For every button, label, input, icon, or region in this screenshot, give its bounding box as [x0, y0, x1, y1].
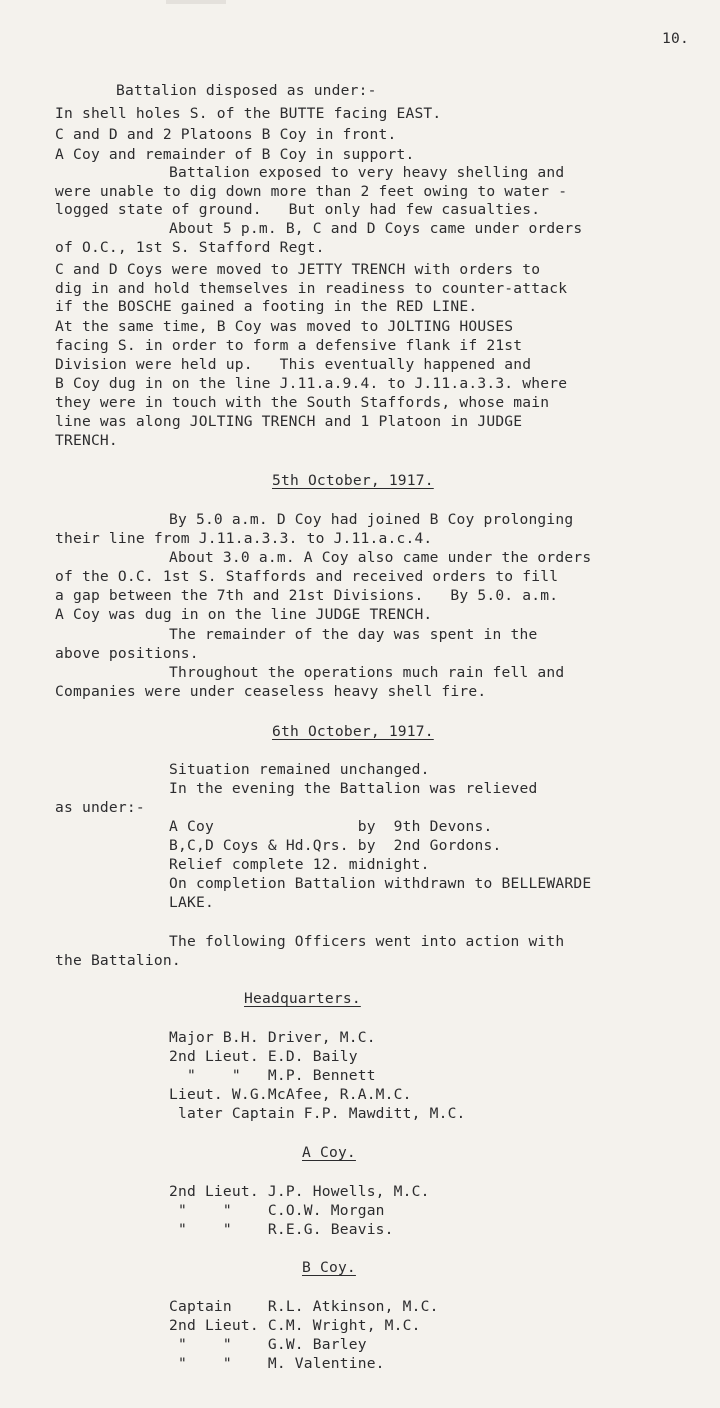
intro-line: if the BOSCHE gained a footing in the RED LINE.: [55, 298, 478, 315]
oct5-line: Throughout the operations much rain fell and: [169, 664, 565, 681]
section-heading-oct5: 5th October, 1917.: [272, 472, 434, 489]
intro-line: In shell holes S. of the BUTTE facing EAST.: [55, 105, 442, 122]
officer-entry: " " R.E.G. Beavis.: [169, 1221, 394, 1238]
paper-smudge: [166, 0, 226, 4]
oct6-line: B,C,D Coys & Hd.Qrs. by 2nd Gordons.: [169, 837, 502, 854]
oct6-line: Situation remained unchanged.: [169, 761, 430, 778]
oct6-line: In the evening the Battalion was relieved: [169, 780, 538, 797]
oct6-line: Relief complete 12. midnight.: [169, 856, 430, 873]
oct5-line: About 3.0 a.m. A Coy also came under the orders: [169, 549, 592, 566]
oct5-line: above positions.: [55, 645, 199, 662]
intro-line: B Coy dug in on the line J.11.a.9.4. to J.11.a.3.3. where: [55, 375, 568, 392]
oct5-line: of the O.C. 1st S. Staffords and received orders to fill: [55, 568, 559, 585]
section-heading-headquarters: Headquarters.: [244, 990, 361, 1007]
officers-intro-line: The following Officers went into action with: [169, 933, 565, 950]
officer-entry: " " M.P. Bennett: [169, 1067, 376, 1084]
oct6-line: LAKE.: [169, 894, 214, 911]
officers-intro-line: the Battalion.: [55, 952, 181, 969]
intro-line: they were in touch with the South Staffords, whose main: [55, 394, 550, 411]
intro-line: were unable to dig down more than 2 feet owing to water -: [55, 183, 568, 200]
section-heading-b-coy: B Coy.: [302, 1259, 356, 1276]
intro-line: C and D Coys were moved to JETTY TRENCH with orders to: [55, 261, 541, 278]
intro-line: of O.C., 1st S. Stafford Regt.: [55, 239, 325, 256]
oct5-line: a gap between the 7th and 21st Divisions. By 5.0. a.m.: [55, 587, 559, 604]
officer-entry: Captain R.L. Atkinson, M.C.: [169, 1298, 439, 1315]
page-number: 10.: [662, 30, 689, 47]
oct6-line: On completion Battalion withdrawn to BELLEWARDE: [169, 875, 592, 892]
section-heading-a-coy: A Coy.: [302, 1144, 356, 1161]
officer-entry: Lieut. W.G.McAfee, R.A.M.C.: [169, 1086, 412, 1103]
officer-entry: later Captain F.P. Mawditt, M.C.: [169, 1105, 466, 1122]
intro-line: C and D and 2 Platoons B Coy in front.: [55, 126, 397, 143]
oct5-line: The remainder of the day was spent in the: [169, 626, 538, 643]
section-heading-oct6: 6th October, 1917.: [272, 723, 434, 740]
oct6-line: A Coy by 9th Devons.: [169, 818, 493, 835]
intro-line: About 5 p.m. B, C and D Coys came under orders: [169, 220, 583, 237]
intro-line: Battalion exposed to very heavy shelling and: [169, 164, 565, 181]
oct6-line: as under:-: [55, 799, 145, 816]
oct5-line: A Coy was dug in on the line JUDGE TRENCH.: [55, 606, 433, 623]
officer-entry: Major B.H. Driver, M.C.: [169, 1029, 376, 1046]
officer-entry: 2nd Lieut. C.M. Wright, M.C.: [169, 1317, 421, 1334]
officer-entry: " " C.O.W. Morgan: [169, 1202, 385, 1219]
intro-line: line was along JOLTING TRENCH and 1 Platoon in JUDGE: [55, 413, 523, 430]
oct5-line: By 5.0 a.m. D Coy had joined B Coy prolonging: [169, 511, 574, 528]
intro-line: facing S. in order to form a defensive flank if 21st: [55, 337, 523, 354]
intro-line: dig in and hold themselves in readiness to counter-attack: [55, 280, 568, 297]
oct5-line: Companies were under ceaseless heavy shell fire.: [55, 683, 487, 700]
intro-line: logged state of ground. But only had few casualties.: [55, 201, 541, 218]
officer-entry: 2nd Lieut. E.D. Baily: [169, 1048, 358, 1065]
intro-line: At the same time, B Coy was moved to JOLTING HOUSES: [55, 318, 514, 335]
intro-line: Division were held up. This eventually happened and: [55, 356, 532, 373]
officer-entry: 2nd Lieut. J.P. Howells, M.C.: [169, 1183, 430, 1200]
officer-entry: " " M. Valentine.: [169, 1355, 385, 1372]
intro-line: TRENCH.: [55, 432, 118, 449]
intro-line: Battalion disposed as under:-: [116, 82, 377, 99]
intro-line: A Coy and remainder of B Coy in support.: [55, 146, 415, 163]
officer-entry: " " G.W. Barley: [169, 1336, 367, 1353]
oct5-line: their line from J.11.a.3.3. to J.11.a.c.4.: [55, 530, 433, 547]
